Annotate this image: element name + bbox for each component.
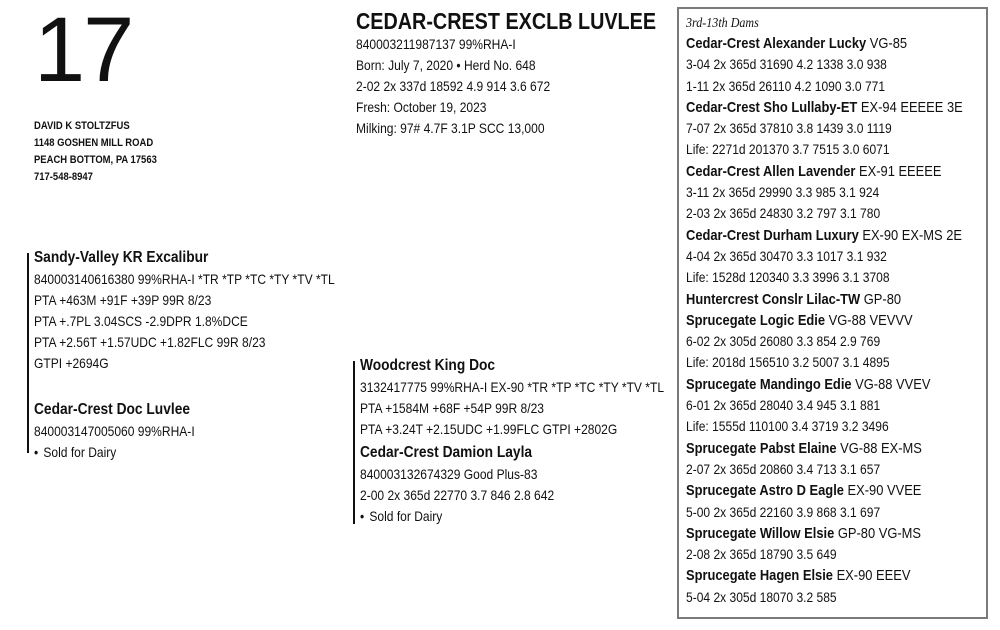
extended-dam-entry bbox=[686, 523, 963, 544]
extended-dam-entry bbox=[686, 565, 963, 586]
consignor-address-line2: PEACH BOTTOM, PA 17563 bbox=[34, 154, 157, 166]
extended-dam-classification: EX-94 EEEEE 3E bbox=[860, 98, 963, 116]
extended-dam-record: 6-01 2x 365d 28040 3.4 945 3.1 881 bbox=[686, 397, 881, 414]
extended-dam-record: 1-11 2x 365d 26110 4.2 1090 3.0 771 bbox=[686, 77, 886, 94]
dam-name: Cedar-Crest Doc Luvlee bbox=[34, 401, 190, 418]
extended-dam-name: Sprucegate Willow Elsie bbox=[686, 524, 835, 542]
extended-dam-entry bbox=[686, 33, 963, 54]
extended-dam-record: 5-00 2x 365d 22160 3.9 868 3.1 697 bbox=[686, 503, 881, 520]
extended-dam-record: Life: 2018d 156510 3.2 5007 3.1 4895 bbox=[686, 354, 890, 371]
maternal-granddam-id: 840003132674329 Good Plus-83 bbox=[360, 466, 538, 482]
extended-dam-record: 4-04 2x 365d 30470 3.3 1017 3.1 932 bbox=[686, 247, 887, 264]
extended-dam-classification: VG-85 bbox=[869, 35, 908, 52]
sire-pta-production: PTA +463M +91F +39P 99R 8/23 bbox=[34, 292, 212, 308]
animal-born: Born: July 7, 2020 • Herd No. 648 bbox=[356, 57, 536, 73]
extended-dam-entry bbox=[686, 480, 963, 501]
consignor-address-line1: 1148 GOSHEN MILL ROAD bbox=[34, 137, 154, 149]
extended-dam-record: 2-08 2x 365d 18790 3.5 649 bbox=[686, 546, 837, 563]
dam-id: 840003147005060 99%RHA-I bbox=[34, 423, 195, 439]
extended-dam-entry bbox=[686, 438, 963, 459]
animal-fresh: Fresh: October 19, 2023 bbox=[356, 99, 487, 115]
sire-pta-type: PTA +2.56T +1.57UDC +1.82FLC 99R 8/23 bbox=[34, 334, 266, 350]
extended-dam-record: Life: 1555d 110100 3.4 3719 3.2 3496 bbox=[686, 418, 889, 435]
extended-dam-record: 5-04 2x 305d 18070 3.2 585 bbox=[686, 588, 837, 605]
extended-dam-classification: EX-90 EEEV bbox=[836, 567, 911, 585]
dam-note: • Sold for Dairy bbox=[34, 442, 195, 463]
extended-dam-name: Sprucegate Hagen Elsie bbox=[686, 567, 833, 585]
extended-dam-classification: EX-91 EEEEE bbox=[859, 162, 942, 180]
extended-dam-record: 3-04 2x 365d 31690 4.2 1338 3.0 938 bbox=[686, 56, 887, 73]
extended-dams-heading: 3rd-13th Dams bbox=[686, 16, 759, 31]
extended-dam-entry bbox=[686, 310, 963, 331]
extended-dam-entry bbox=[686, 161, 963, 182]
extended-dam-classification: EX-90 EX-MS 2E bbox=[862, 226, 963, 244]
extended-dam-record: 2-03 2x 365d 24830 3.2 797 3.1 780 bbox=[686, 205, 881, 222]
extended-dam-record: 3-11 2x 365d 29990 3.3 985 3.1 924 bbox=[686, 184, 880, 201]
animal-id: 840003211987137 99%RHA-I bbox=[356, 36, 516, 52]
maternal-granddam-note: • Sold for Dairy bbox=[360, 506, 554, 527]
maternal-grandsire-block bbox=[360, 355, 664, 440]
extended-dam-classification: GP-80 VG-MS bbox=[837, 524, 922, 542]
extended-dam-name: Cedar-Crest Alexander Lucky bbox=[686, 35, 867, 52]
animal-name: CEDAR-CREST EXCLB LUVLEE bbox=[356, 8, 657, 34]
sire-dam-bracket bbox=[27, 253, 29, 453]
maternal-grandsire-id: 3132417775 99%RHA-I EX-90 *TR *TP *TC *TY *TV *TL bbox=[360, 379, 665, 395]
extended-dam-entry bbox=[686, 97, 963, 118]
extended-dam-name: Sprucegate Mandingo Edie bbox=[686, 375, 852, 393]
extended-dam-record: 2-07 2x 365d 20860 3.4 713 3.1 657 bbox=[686, 460, 881, 477]
extended-dam-name: Sprucegate Logic Edie bbox=[686, 311, 826, 329]
extended-dam-classification: VG-88 VEVVV bbox=[828, 311, 913, 329]
extended-dam-name: Huntercrest Conslr Lilac-TW bbox=[686, 290, 861, 308]
maternal-granddam-name: Cedar-Crest Damion Layla bbox=[360, 444, 533, 461]
animal-record: 2-02 2x 337d 18592 4.9 914 3.6 672 bbox=[356, 78, 551, 94]
consignor-block bbox=[34, 118, 157, 186]
extended-dam-record: 6-02 2x 305d 26080 3.3 854 2.9 769 bbox=[686, 333, 881, 350]
extended-dam-classification: VG-88 EX-MS bbox=[840, 439, 922, 457]
animal-milking: Milking: 97# 4.7F 3.1P SCC 13,000 bbox=[356, 120, 545, 136]
extended-dam-entry bbox=[686, 289, 963, 310]
extended-dam-entry bbox=[686, 374, 963, 395]
sire-id: 840003140616380 99%RHA-I *TR *TP *TC *TY *TV *TL bbox=[34, 271, 335, 287]
extended-dam-record: 7-07 2x 365d 37810 3.8 1439 3.0 1119 bbox=[686, 120, 892, 137]
dam-block bbox=[34, 399, 195, 463]
extended-dam-name: Cedar-Crest Allen Lavender bbox=[686, 162, 856, 180]
sire-name: Sandy-Valley KR Excalibur bbox=[34, 249, 209, 266]
extended-dam-name: Sprucegate Astro D Eagle bbox=[686, 482, 844, 500]
consignor-name: DAVID K STOLTZFUS bbox=[34, 120, 130, 132]
extended-dams-list bbox=[686, 15, 963, 608]
extended-dam-entry bbox=[686, 225, 963, 246]
extended-dam-name: Sprucegate Pabst Elaine bbox=[686, 439, 837, 457]
extended-dam-record: Life: 2271d 201370 3.7 7515 3.0 6071 bbox=[686, 141, 890, 158]
maternal-granddam-record: 2-00 2x 365d 22770 3.7 846 2.8 642 bbox=[360, 487, 555, 503]
consignor-phone: 717-548-8947 bbox=[34, 171, 93, 183]
extended-dam-classification: GP-80 bbox=[863, 290, 902, 308]
animal-header bbox=[356, 8, 656, 139]
sire-pta-health: PTA +.7PL 3.04SCS -2.9DPR 1.8%DCE bbox=[34, 313, 248, 329]
lot-number: 17 bbox=[34, 0, 133, 101]
extended-dam-classification: VG-88 VVEV bbox=[855, 375, 931, 393]
sire-gtpi: GTPI +2694G bbox=[34, 355, 109, 371]
extended-dam-record: Life: 1528d 120340 3.3 3996 3.1 3708 bbox=[686, 269, 890, 286]
maternal-grandsire-pta-production: PTA +1584M +68F +54P 99R 8/23 bbox=[360, 400, 544, 416]
maternal-bracket bbox=[353, 361, 355, 524]
extended-dam-classification: EX-90 VVEE bbox=[847, 482, 922, 500]
extended-dams-panel bbox=[677, 7, 988, 619]
extended-dam-name: Cedar-Crest Sho Lullaby-ET bbox=[686, 98, 858, 116]
maternal-grandsire-name: Woodcrest King Doc bbox=[360, 357, 496, 374]
maternal-granddam-block bbox=[360, 442, 554, 527]
sire-block bbox=[34, 247, 335, 374]
extended-dam-name: Cedar-Crest Durham Luxury bbox=[686, 226, 859, 244]
maternal-grandsire-pta-type: PTA +3.24T +2.15UDC +1.99FLC GTPI +2802G bbox=[360, 421, 618, 437]
